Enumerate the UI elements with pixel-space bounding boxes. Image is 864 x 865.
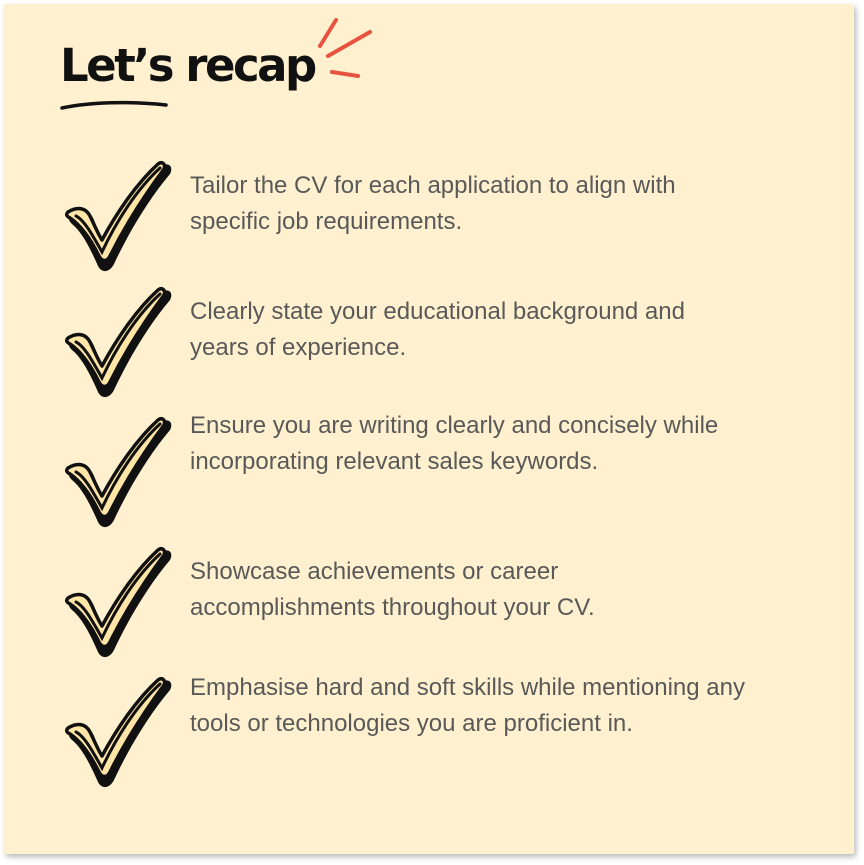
list-item-text: Ensure you are writing clearly and concisely while incorporating relevant sales keywords. <box>190 412 719 475</box>
checkmark-icon <box>62 546 174 662</box>
checkmark-icon <box>62 286 174 402</box>
list-item-text: Tailor the CV for each application to align with specific job requirements. <box>190 172 676 235</box>
checkmark-icon <box>62 416 174 532</box>
emphasis-burst-icon <box>314 18 376 84</box>
checkmark-icon <box>62 676 174 792</box>
recap-card <box>4 4 854 854</box>
title-underline <box>60 96 170 114</box>
list-item-text: Showcase achievements or career accomplishments throughout your CV. <box>190 558 595 621</box>
list-item-text: Emphasise hard and soft skills while mentioning any tools or technologies you are proficient in. <box>190 674 745 737</box>
page-title: Let’s recap <box>60 39 315 92</box>
list-item-text: Clearly state your educational background and years of experience. <box>190 298 685 361</box>
checkmark-icon <box>62 160 174 276</box>
